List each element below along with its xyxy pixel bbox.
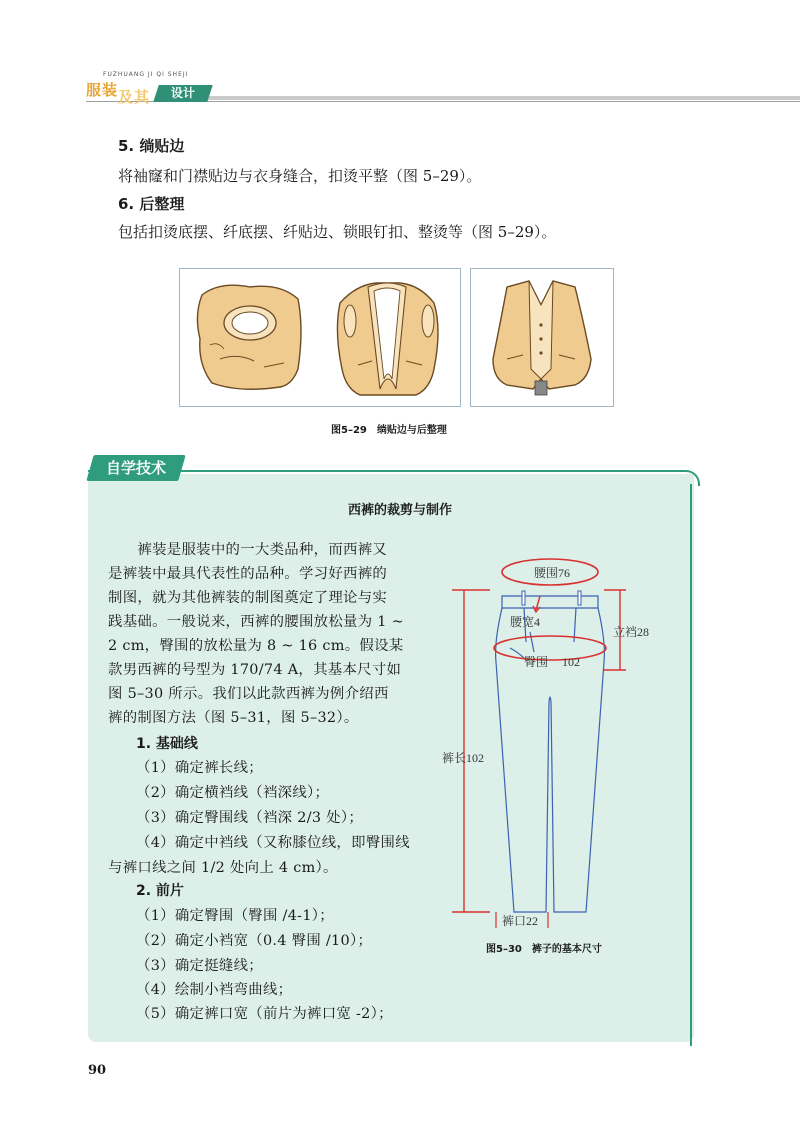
vest-facing-illustration bbox=[180, 269, 460, 406]
hip-value: 102 bbox=[562, 655, 580, 669]
panel-title: 西裤的裁剪与制作 bbox=[347, 503, 452, 518]
base-line-item: （1）确定裤长线； bbox=[136, 760, 263, 776]
base-line-item: （4）确定中裆线（又称膝位线，即臀围线 bbox=[136, 835, 410, 851]
panel-paragraph-line: 图 5–30 所示。我们以此款西裤为例介绍西 bbox=[108, 686, 389, 702]
panel-paragraph-line: 2 cm，臀围的放松量为 8 ~ 16 cm。假设某 bbox=[108, 638, 404, 654]
belt-loop bbox=[522, 591, 525, 605]
waistband-label: 腰宽4 bbox=[510, 615, 541, 629]
header-rule bbox=[178, 96, 800, 100]
panel-paragraph-line: 款男西裤的号型为 170/74 A，其基本尺寸如 bbox=[108, 662, 402, 678]
figure-529-caption: 图5–29 绱贴边与后整理 bbox=[331, 425, 447, 436]
base-line-item: （2）确定横裆线（裆深线）； bbox=[136, 785, 330, 801]
front-piece-item: （2）确定小裆宽（0.4 臀围 /10）； bbox=[136, 933, 373, 949]
header-brand-b: 及其 bbox=[118, 88, 151, 106]
hem-label: 裤口22 bbox=[502, 914, 539, 928]
self-study-tab-label: 自学技术 bbox=[105, 459, 166, 477]
base-line-item: 与裤口线之间 1/2 处向上 4 cm）。 bbox=[108, 860, 338, 876]
belt-loop bbox=[578, 591, 581, 605]
figure-530-caption: 图5–30 裤子的基本尺寸 bbox=[486, 944, 602, 955]
header-brand-a: 服装 bbox=[86, 81, 119, 99]
panel-paragraph-line: 是裤装中最具代表性的品种。学习好西裤的 bbox=[108, 566, 388, 582]
finished-vest-illustration bbox=[471, 269, 613, 406]
panel-paragraph-line: 裤装是服装中的一大类品种，而西裤又 bbox=[108, 542, 388, 558]
step5-text: 将袖窿和门襟贴边与衣身缝合，扣烫平整（图 5–29）。 bbox=[118, 167, 482, 185]
self-study-tab bbox=[86, 455, 185, 481]
front-piece-item: （1）确定臀围（臀围 /4-1）； bbox=[136, 908, 334, 924]
step6-title: 6. 后整理 bbox=[118, 195, 185, 213]
front-piece-item: （4）绘制小裆弯曲线； bbox=[136, 982, 293, 998]
header-tag bbox=[153, 85, 213, 102]
header-tag-label: 设计 bbox=[170, 86, 195, 100]
panel-paragraph-line: 裤的制图方法（图 5–31，图 5–32）。 bbox=[108, 710, 359, 726]
panel-border-right bbox=[690, 484, 692, 1046]
waist-label: 腰围76 bbox=[534, 566, 571, 580]
length-label: 裤长102 bbox=[442, 751, 485, 765]
rise-label: 立裆28 bbox=[613, 625, 650, 639]
panel-paragraph-line: 践基础。一般说来，西裤的腰围放松量为 1 ~ bbox=[108, 614, 404, 630]
front-piece-item: （3）确定挺缝线； bbox=[136, 958, 263, 974]
subheading-base-lines: 1. 基础线 bbox=[136, 736, 198, 752]
figure-529-right-frame bbox=[470, 268, 614, 407]
trouser-measurement-diagram bbox=[430, 552, 680, 932]
hip-label: 臀围 bbox=[524, 655, 549, 669]
front-piece-item: （5）确定裤口宽（前片为裤口宽 -2）； bbox=[136, 1006, 393, 1022]
panel-paragraph-line: 制图，就为其他裤装的制图奠定了理论与实 bbox=[108, 590, 388, 606]
subheading-front-piece: 2. 前片 bbox=[136, 883, 184, 899]
step5-title: 5. 绱贴边 bbox=[118, 137, 185, 155]
base-line-item: （3）确定臀围线（裆深 2/3 处）； bbox=[136, 810, 364, 826]
figure-529-left-frame bbox=[179, 268, 461, 407]
trouser-outline bbox=[496, 596, 605, 912]
step6-text: 包括扣烫底摆、纤底摆、纤贴边、锁眼钉扣、整烫等（图 5–29）。 bbox=[118, 223, 557, 241]
page-number: 90 bbox=[88, 1063, 107, 1078]
header-pinyin: FUZHUANG JI QI SHEJI bbox=[103, 71, 189, 78]
